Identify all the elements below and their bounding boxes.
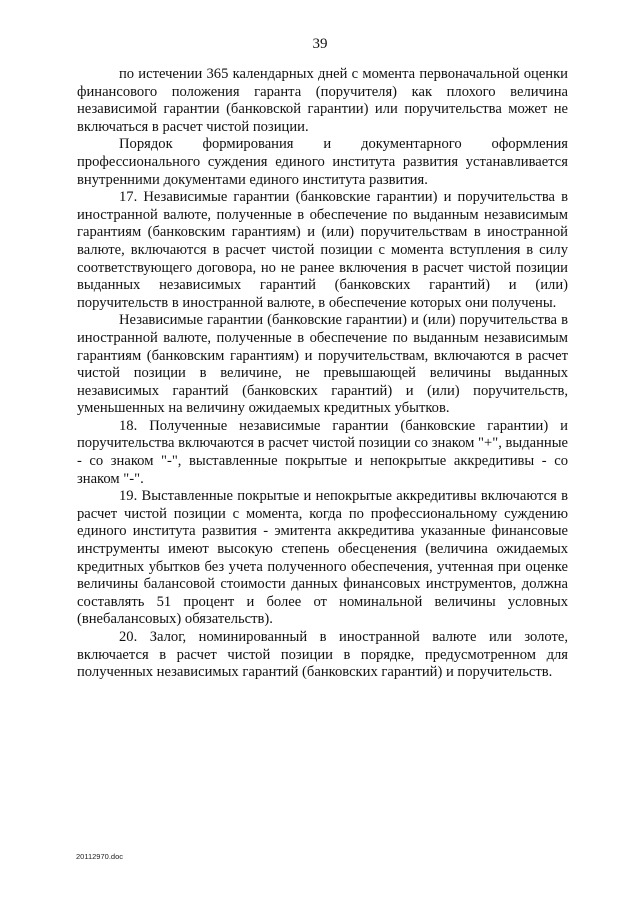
paragraph-17: 17. Независимые гарантии (банковские гарантии) и поручительства в иностранной валюте, полученные в обеспечение по выданным независимым гарантиям (банковским гарантиям) и (или) поручительствам в иностранной валюте, включаются в расчет чистой позиции с момента вступления в силу соответствующего договора, но не ранее включения в расчет чистой позиции выданных независимых гарантий (банковских гарантий) и (или) поручительств в иностранной валюте, в обеспечение которых они получены. [77, 189, 568, 311]
page-number: 39 [312, 36, 328, 52]
footer-filename: 20112970.doc [76, 852, 123, 861]
paragraph-19: 19. Выставленные покрытые и непокрытые аккредитивы включаются в расчет чистой позиции с момента, когда по профессиональному суждению единого института развития - эмитента аккредитива указанные финансовые инструменты имеют высокую степень обесценения (величина ожидаемых кредитных убытков без учета полученного обеспечения, учтенная при оценке величины балансовой стоимости данных финансовых инструментов, должна составлять 51 процент и более от номинальной величины условных (внебалансовых) обязательств). [77, 488, 568, 628]
paragraph-continuation: по истечении 365 календарных дней с момента первоначальной оценки финансового положения гаранта (поручителя) как плохого величина независимой гарантии (банковской гарантии) или поручительства может не включаться в расчет чистой позиции. [77, 66, 568, 135]
paragraph-professional-judgment: Порядок формирования и документарного оформления профессионального суждения единого института развития устанавливается внутренними документами единого института развития. [77, 136, 568, 188]
paragraph-18: 18. Полученные независимые гарантии (банковские гарантии) и поручительства включаются в расчет чистой позиции со знаком "+", выданные - со знаком "-", выставленные покрытые и непокрытые аккредитивы - со знаком "-". [77, 417, 568, 487]
document-body [77, 66, 568, 682]
paragraph-17-continued: Независимые гарантии (банковские гарантии) и (или) поручительства в иностранной валюте, полученные в обеспечение по выданным независимым гарантиям (банковским гарантиям) и поручительствам, включаются в расчет чистой позиции в величине, не превышающей величины выданных независимых гарантий (банковских гарантий) и (или) поручительств, уменьшенных на величину ожидаемых кредитных убытков. [77, 312, 568, 417]
paragraph-20: 20. Залог, номинированный в иностранной валюте или золоте, включается в расчет чистой позиции в порядке, предусмотренном для полученных независимых гарантий (банковских гарантий) и поручительств. [77, 629, 568, 681]
